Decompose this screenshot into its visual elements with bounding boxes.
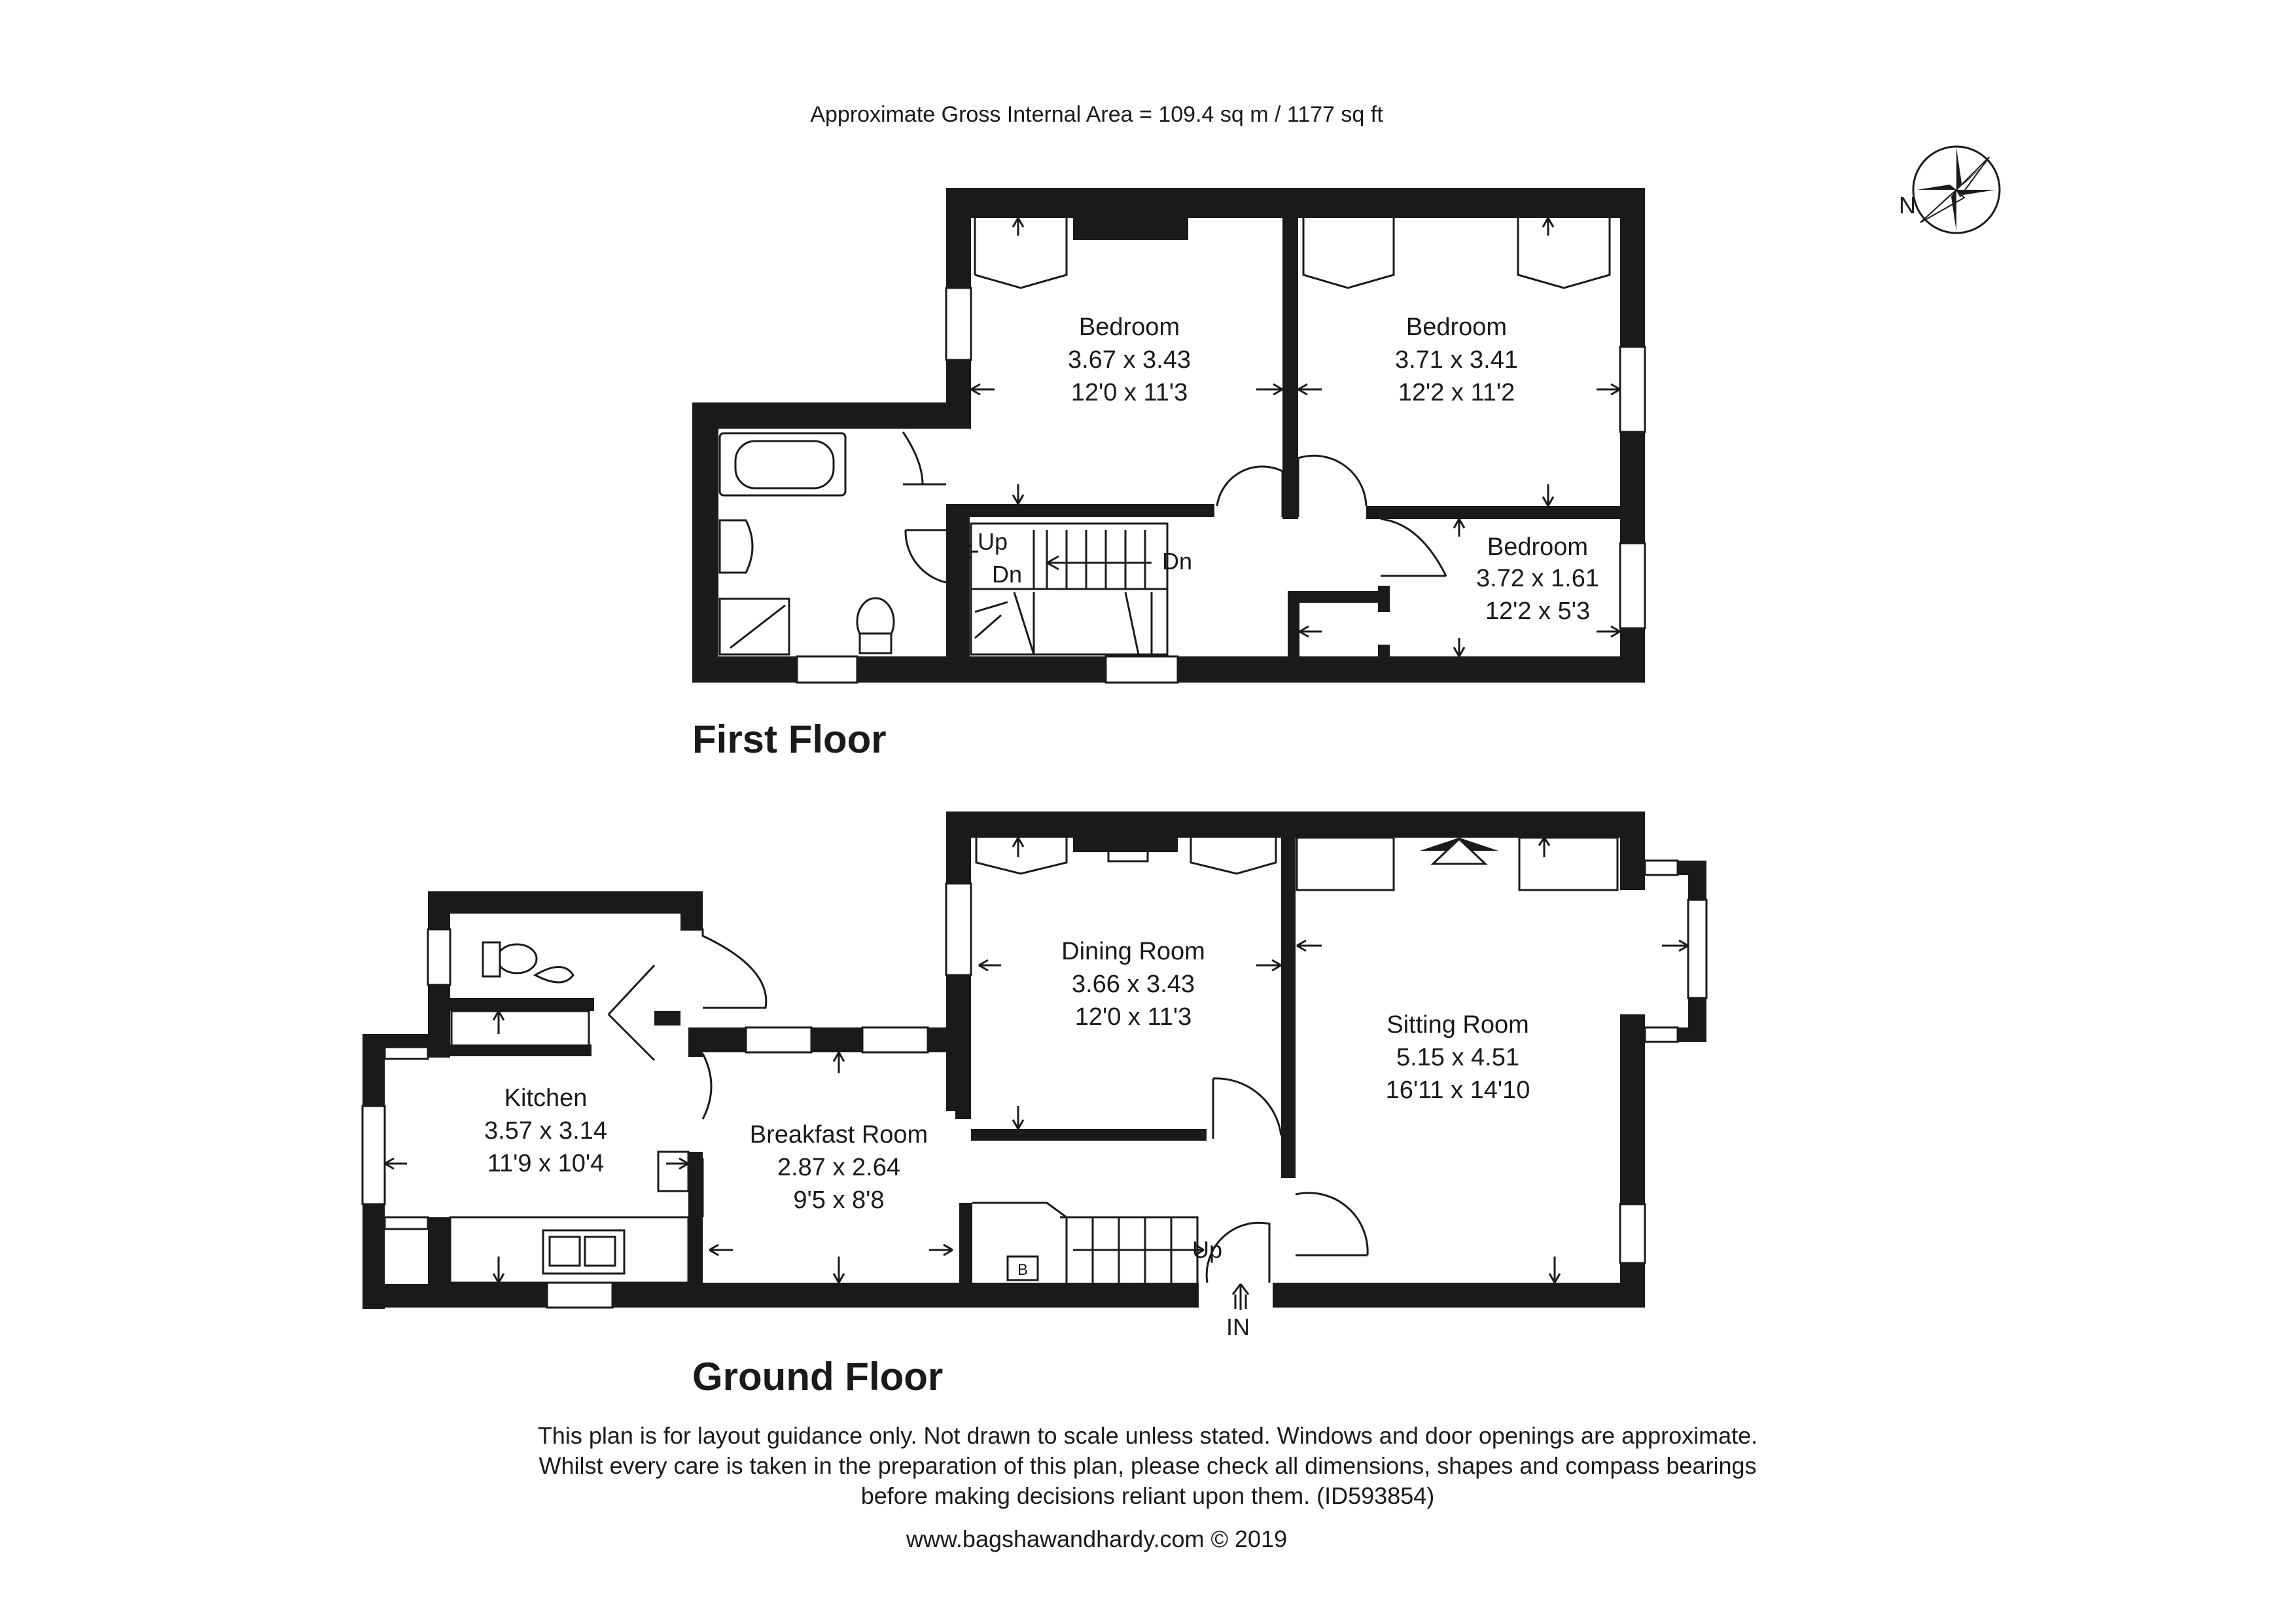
ground-floor-dining-room (1061, 938, 1205, 1031)
boiler-label: B (1017, 1261, 1029, 1279)
toilet-icon (497, 944, 537, 973)
room-name: Sitting Room (1386, 1011, 1529, 1039)
room-metric: 3.67 x 3.43 (1067, 346, 1192, 374)
ground-floor-title: Ground Floor (692, 1355, 944, 1399)
room-imperial: 12'0 x 11'3 (1074, 1003, 1192, 1031)
room-imperial: 12'2 x 5'3 (1485, 597, 1591, 625)
compass-north-label: N (1899, 192, 1916, 219)
room-metric: 2.87 x 2.64 (777, 1154, 901, 1181)
window (385, 1047, 428, 1059)
room-imperial: 9'5 x 8'8 (793, 1186, 885, 1214)
shower-icon (720, 599, 789, 654)
first-floor-bedroom-3 (1476, 533, 1599, 625)
window (946, 883, 971, 975)
window (1645, 1027, 1678, 1042)
room-metric: 3.57 x 3.14 (484, 1117, 608, 1145)
window (946, 288, 971, 360)
window (428, 929, 450, 985)
room-name: Bedroom (1078, 313, 1180, 341)
room-metric: 5.15 x 4.51 (1396, 1044, 1520, 1071)
entrance-label: IN (1226, 1313, 1250, 1340)
room-name: Bedroom (1405, 313, 1508, 341)
room-name: Kitchen (504, 1084, 588, 1112)
window (385, 1217, 428, 1229)
stairs-down-label-right: Dn (1162, 548, 1193, 575)
gross-area-text: Approximate Gross Internal Area = 109.4 sq m / 1177 sq ft (810, 102, 1383, 127)
ground-floor-stairs (972, 1203, 1204, 1283)
room-name: Bedroom (1487, 533, 1589, 561)
window (1645, 861, 1678, 875)
ground-floor-kitchen (484, 1084, 607, 1177)
window (797, 656, 857, 683)
window (1688, 900, 1706, 998)
window (746, 1027, 811, 1052)
basin-icon (720, 520, 752, 573)
basin-icon (535, 967, 573, 983)
ground-floor-doors (609, 929, 1368, 1283)
first-floor-title: First Floor (692, 717, 887, 761)
window (862, 1027, 928, 1052)
room-metric: 3.72 x 1.61 (1475, 565, 1600, 592)
window (362, 1106, 385, 1204)
room-imperial: 12'0 x 11'3 (1070, 379, 1188, 406)
stairs-up-label: Up (1192, 1236, 1223, 1263)
room-name: Dining Room (1061, 938, 1205, 965)
disclaimer-line-3: before making decisions reliant upon them. (ID593854) (860, 1482, 1435, 1509)
room-imperial: 16'11 x 14'10 (1385, 1077, 1530, 1104)
room-imperial: 11'9 x 10'4 (487, 1150, 605, 1177)
bath-icon (720, 433, 845, 495)
first-floor-bedroom-2 (1395, 313, 1518, 406)
stairs-up-label: Up (978, 528, 1008, 555)
room-imperial: 12'2 x 11'2 (1398, 379, 1515, 406)
disclaimer-line-2: Whilst every care is taken in the preparation of this plan, please check all dimensions, shapes and compass bearings (539, 1452, 1757, 1479)
window (1620, 1204, 1645, 1263)
room-metric: 3.66 x 3.43 (1071, 971, 1195, 998)
disclaimer-line-1: This plan is for layout guidance only. Not drawn to scale unless stated. Windows and door openings are approximate. (537, 1422, 1758, 1449)
first-floor-bedroom-1 (1068, 313, 1191, 406)
ground-floor-breakfast-room (750, 1121, 928, 1214)
compass-icon (1913, 147, 2000, 233)
window (1106, 656, 1178, 683)
copyright-text: www.bagshawandhardy.com © 2019 (906, 1525, 1288, 1552)
window (1620, 347, 1645, 432)
room-metric: 3.71 x 3.41 (1394, 346, 1519, 374)
window (547, 1283, 612, 1308)
room-name: Breakfast Room (749, 1121, 928, 1149)
ground-floor-sitting-room (1386, 1011, 1530, 1104)
stairs-down-label: Dn (992, 561, 1023, 588)
window (1620, 543, 1645, 628)
